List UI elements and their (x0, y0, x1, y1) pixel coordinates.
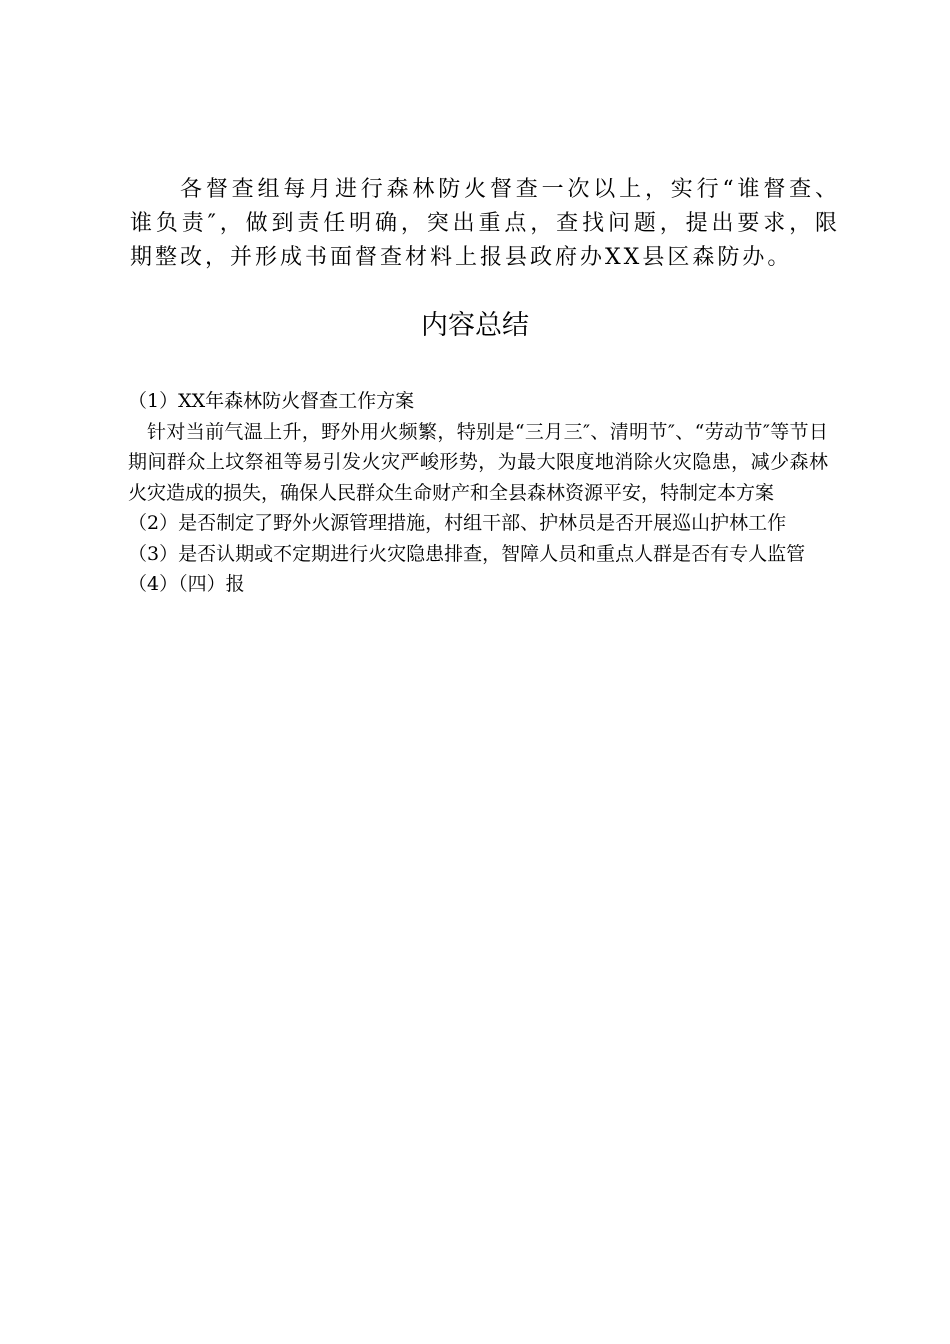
summary-title: 内容总结 (421, 310, 529, 341)
summary-item-3: （3）是否认期或不定期进行火灾隐患排查，智障人员和重点人群是否有专人监管 (128, 542, 806, 565)
summary-list (128, 386, 828, 600)
summary-item-1-body: 针对当前气温上升，野外用火频繁，特别是“三月三″、清明节″、“劳动节″等节日期间群众上坟祭祖等易引发火灾严峻形势，为最大限度地消除火灾隐患，减少森林火灾造成的损失，确保人民群众生命财产和全县森林资源平安，特制定本方案 (128, 420, 828, 504)
summary-item-2: （2）是否制定了野外火源管理措施，村组干部、护林员是否开展巡山护林工作 (128, 512, 787, 534)
intro-paragraph: 各督查组每月进行森林防火督查一次以上，实行“谁督查、谁负责″，做到责任明确，突出重点，查找问题，提出要求，限期整改，并形成书面督查材料上报县政府办XX县区森防办。 (130, 177, 840, 270)
summary-item-4: （4）（四）报 (128, 573, 245, 595)
summary-item-1: （1）XX年森林防火督查工作方案 (128, 390, 415, 412)
